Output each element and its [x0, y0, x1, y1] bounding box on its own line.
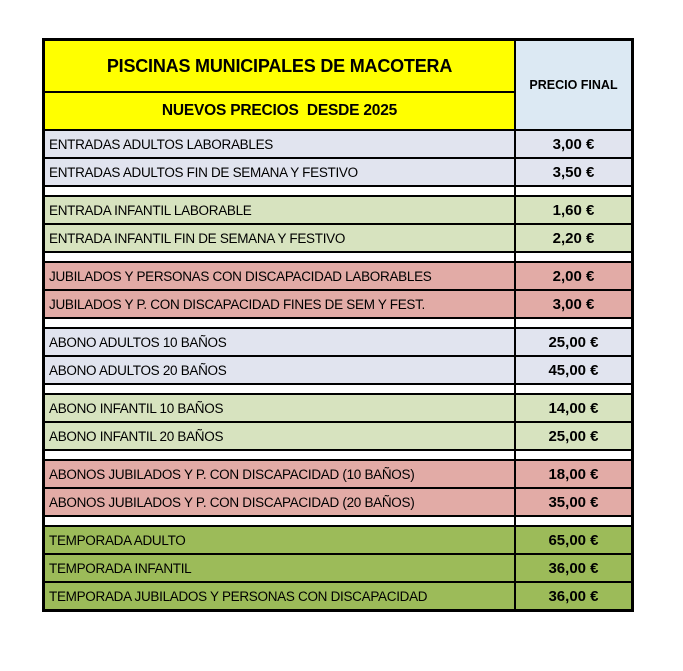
- row-price: 36,00 €: [514, 555, 631, 581]
- table-row: [45, 157, 631, 185]
- page-subtitle: NUEVOS PRECIOS DESDE 2025: [45, 91, 514, 129]
- table-row: [45, 553, 631, 581]
- separator-row: [45, 185, 631, 195]
- row-label: ABONOS JUBILADOS Y P. CON DISCAPACIDAD (10 BAÑOS): [49, 466, 415, 482]
- table-row: [45, 581, 631, 609]
- row-price: 25,00 €: [514, 329, 631, 355]
- row-price: 36,00 €: [514, 583, 631, 609]
- row-label: JUBILADOS Y PERSONAS CON DISCAPACIDAD LABORABLES: [49, 268, 432, 284]
- row-label: TEMPORADA INFANTIL: [49, 560, 192, 576]
- table-row: [45, 355, 631, 383]
- row-price: 2,20 €: [514, 225, 631, 251]
- row-price: 25,00 €: [514, 423, 631, 449]
- table-row: [45, 525, 631, 553]
- row-label: TEMPORADA ADULTO: [49, 532, 186, 548]
- row-price: 1,60 €: [514, 197, 631, 223]
- row-label: ABONO ADULTOS 20 BAÑOS: [49, 362, 227, 378]
- table-row: [45, 421, 631, 449]
- separator-row: [45, 449, 631, 459]
- row-price: 35,00 €: [514, 489, 631, 515]
- price-table: [42, 38, 634, 612]
- row-label: ENTRADAS ADULTOS LABORABLES: [49, 136, 273, 152]
- table-row: [45, 223, 631, 251]
- row-label: ABONO ADULTOS 10 BAÑOS: [49, 334, 227, 350]
- table-header: [45, 41, 631, 129]
- row-label: ENTRADAS ADULTOS FIN DE SEMANA Y FESTIVO: [49, 164, 358, 180]
- row-label: TEMPORADA JUBILADOS Y PERSONAS CON DISCAPACIDAD: [49, 588, 428, 604]
- row-label: ENTRADA INFANTIL FIN DE SEMANA Y FESTIVO: [49, 230, 346, 246]
- row-price: 3,00 €: [514, 291, 631, 317]
- separator-row: [45, 251, 631, 261]
- row-price: 45,00 €: [514, 357, 631, 383]
- row-label: ABONO INFANTIL 20 BAÑOS: [49, 428, 224, 444]
- separator-row: [45, 515, 631, 525]
- row-label: JUBILADOS Y P. CON DISCAPACIDAD FINES DE SEM Y FEST.: [49, 296, 426, 312]
- table-row: [45, 487, 631, 515]
- row-price: 14,00 €: [514, 395, 631, 421]
- table-row: [45, 289, 631, 317]
- table-row: [45, 195, 631, 223]
- header-title-block: [45, 41, 514, 129]
- row-price: 65,00 €: [514, 527, 631, 553]
- row-label: ABONOS JUBILADOS Y P. CON DISCAPACIDAD (20 BAÑOS): [49, 494, 415, 510]
- table-row: [45, 393, 631, 421]
- row-price: 3,00 €: [514, 131, 631, 157]
- table-row: [45, 327, 631, 355]
- row-price: 3,50 €: [514, 159, 631, 185]
- row-price: 18,00 €: [514, 461, 631, 487]
- separator-row: [45, 383, 631, 393]
- table-row: [45, 261, 631, 289]
- table-row: [45, 129, 631, 157]
- row-label: ENTRADA INFANTIL LABORABLE: [49, 202, 252, 218]
- table-row: [45, 459, 631, 487]
- page-title: PISCINAS MUNICIPALES DE MACOTERA: [106, 55, 453, 76]
- separator-row: [45, 317, 631, 327]
- row-label: ABONO INFANTIL 10 BAÑOS: [49, 400, 224, 416]
- price-column-header: PRECIO FINAL: [514, 41, 631, 129]
- row-price: 2,00 €: [514, 263, 631, 289]
